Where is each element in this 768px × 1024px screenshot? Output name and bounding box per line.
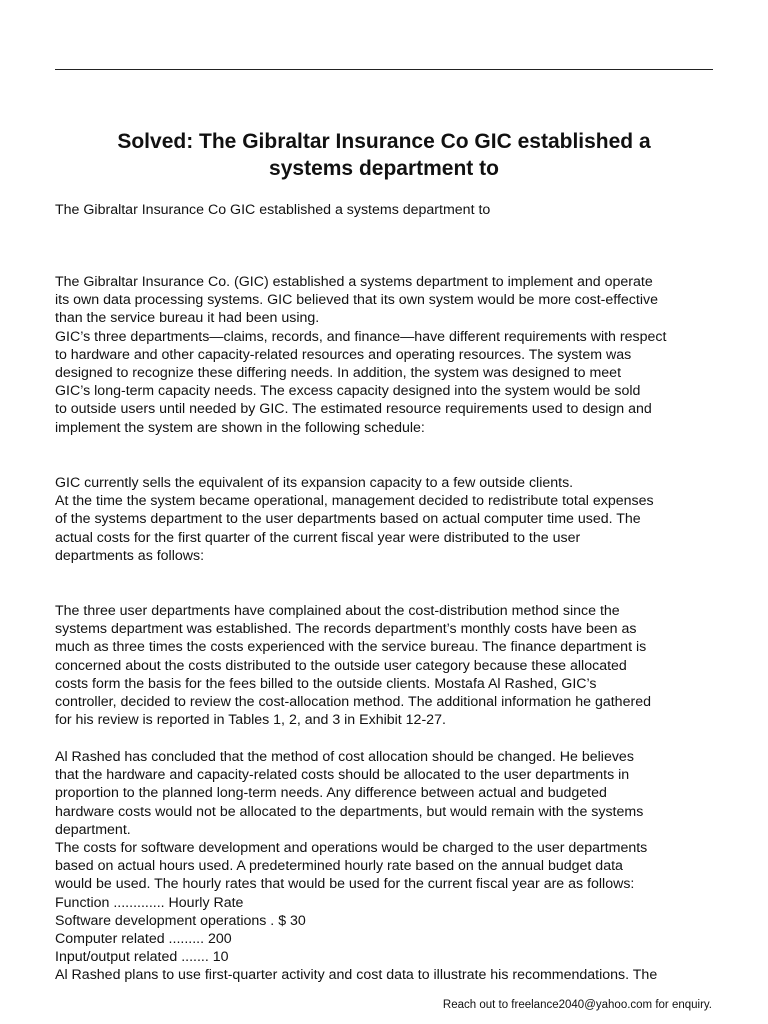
text-line: systems department was established. The records department’s monthly costs have been as — [55, 621, 637, 638]
text-line: Al Rashed plans to use first-quarter activity and cost data to illustrate his recommendations. The — [55, 967, 658, 984]
text-line: The three user departments have complained about the cost-distribution method since the — [55, 603, 620, 619]
paragraph-complaints — [55, 602, 725, 729]
footer-contact: Reach out to freelance2040@yahoo.com for enquiry. — [442, 999, 712, 1011]
document-subtitle: The Gibraltar Insurance Co GIC established a systems department to — [55, 202, 491, 218]
paragraph-recommendation — [55, 748, 725, 985]
text-line: actual costs for the first quarter of the current fiscal year were distributed to the user — [55, 529, 581, 546]
document-title — [40, 128, 728, 182]
text-line: to outside users until needed by GIC. The estimated resource requirements used to design and — [55, 401, 652, 418]
top-divider — [55, 69, 713, 70]
text-line: for his review is reported in Tables 1, 2, and 3 in Exhibit 12-27. — [55, 712, 446, 729]
text-line: At the time the system became operational, management decided to redistribute total expenses — [55, 493, 654, 510]
title-line-2: systems department to — [269, 157, 499, 180]
text-line: based on actual hours used. A predetermined hourly rate based on the annual budget data — [55, 858, 623, 875]
text-line: that the hardware and capacity-related costs should be allocated to the user departments in — [55, 767, 630, 784]
text-line: proportion to the planned long-term needs. Any difference between actual and budgeted — [55, 785, 607, 802]
text-line: GIC currently sells the equivalent of its expansion capacity to a few outside clients. — [55, 475, 574, 491]
text-line: Software development operations . $ 30 — [55, 912, 306, 929]
text-line: The Gibraltar Insurance Co. (GIC) established a systems department to implement and operate — [55, 274, 653, 290]
text-line: Al Rashed has concluded that the method of cost allocation should be changed. He believes — [55, 749, 634, 765]
text-line: Input/output related ....... 10 — [55, 949, 229, 966]
text-line: much as three times the costs experienced with the service bureau. The finance department is — [55, 639, 647, 656]
text-line: hardware costs would not be allocated to the departments, but would remain with the systems — [55, 803, 644, 820]
text-line: implement the system are shown in the following schedule: — [55, 419, 425, 436]
text-line: costs form the basis for the fees billed to the outside clients. Mostafa Al Rashed, GIC’s — [55, 675, 597, 692]
paragraph-distribution — [55, 474, 725, 565]
text-line: its own data processing systems. GIC believed that its own system would be more cost-effective — [55, 292, 658, 309]
text-line: controller, decided to review the cost-allocation method. The additional information he gathered — [55, 694, 651, 711]
paragraph-intro — [55, 273, 725, 437]
text-line: GIC’s three departments—claims, records, and finance—have different requirements with respect — [55, 328, 667, 345]
text-line: concerned about the costs distributed to the outside user category because these allocated — [55, 657, 627, 674]
text-line: The costs for software development and operations would be charged to the user departments — [55, 840, 648, 857]
text-line: Function ............. Hourly Rate — [55, 894, 244, 911]
text-line: departments as follows: — [55, 547, 205, 564]
title-line-1: Solved: The Gibraltar Insurance Co GIC established a — [117, 130, 651, 153]
text-line: Computer related ......... 200 — [55, 931, 232, 948]
text-line: designed to recognize these differing needs. In addition, the system was designed to meet — [55, 365, 622, 382]
text-line: GIC’s long-term capacity needs. The excess capacity designed into the system would be sold — [55, 383, 641, 400]
text-line: to hardware and other capacity-related resources and operating resources. The system was — [55, 346, 632, 363]
text-line: department. — [55, 821, 131, 838]
text-line: than the service bureau it had been using. — [55, 310, 320, 327]
text-line: would be used. The hourly rates that would be used for the current fiscal year are as follows: — [55, 876, 635, 893]
text-line: of the systems department to the user departments based on actual computer time used. The — [55, 511, 641, 528]
